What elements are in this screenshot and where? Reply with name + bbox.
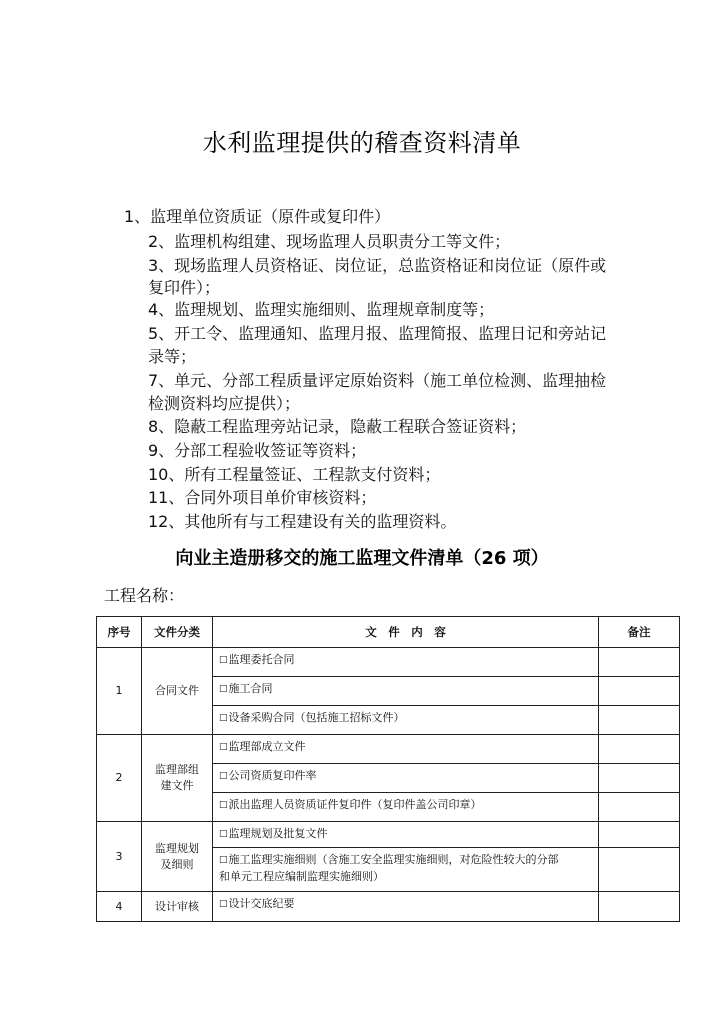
item-text: 监理部成立文件 [228,740,306,753]
row-content [213,706,599,735]
row-content [213,822,599,848]
table-header-row [97,617,680,648]
row-no: 2 [97,735,142,822]
row-content [213,892,599,922]
category-line: 建文件 [160,779,194,792]
handover-list-subtitle: 向业主造册移交的施工监理文件清单（26 项） [175,548,549,569]
checkbox-icon: □ [219,771,228,781]
header-no: 序号 [97,617,142,648]
row-remark [599,735,680,764]
row-remark [599,822,680,848]
row-content [213,764,599,793]
category-line: 监理部组 [155,763,199,776]
row-remark [599,793,680,822]
item-text: 和单元工程应编制监理实施细则） [219,870,384,883]
row-remark [599,648,680,677]
item-text: 设备采购合同（包括施工招标文件） [228,711,405,724]
checkbox-icon: □ [219,800,228,810]
audit-item-2: 2、监理机构组建、现场监理人员职责分工等文件； [148,232,511,251]
header-content: 文 件 内 容 [213,617,599,648]
checkbox-icon: □ [219,713,228,723]
table-row [97,648,680,677]
row-category [142,822,213,892]
audit-item-4: 4、监理规划、监理实施细则、监理规章制度等； [148,300,495,319]
checkbox-icon: □ [219,742,228,752]
item-text: 监理规划及批复文件 [228,827,328,840]
checkbox-icon: □ [219,829,228,839]
table-row [97,822,680,848]
table-row [97,735,680,764]
header-remark: 备注 [599,617,680,648]
item-text: 监理委托合同 [228,653,295,666]
audit-item-3: 3、现场监理人员资格证、岗位证，总监资格证和岗位证（原件或 [148,256,607,275]
checkbox-icon: □ [219,899,228,909]
checkbox-icon: □ [219,855,228,865]
audit-item-12: 12、其他所有与工程建设有关的监理资料。 [148,512,457,531]
audit-item-7-cont: 检测资料均应提供）； [148,394,301,413]
row-content [213,848,599,892]
project-name-label: 工程名称： [104,586,185,605]
row-content [213,735,599,764]
audit-item-5: 5、开工令、监理通知、监理月报、监理简报、监理日记和旁站记 [148,324,607,343]
row-no: 1 [97,648,142,735]
audit-item-9: 9、分部工程验收签证等资料； [148,441,367,460]
category-line: 及细则 [160,857,194,871]
audit-item-5-cont: 录等； [148,347,197,366]
row-category: 设计审核 [142,892,213,922]
audit-item-10: 10、所有工程量签证、工程款支付资料； [148,465,441,484]
audit-item-7: 7、单元、分部工程质量评定原始资料（施工单位检测、监理抽检 [148,371,607,390]
audit-item-1: 1、监理单位资质证（原件或复印件） [124,207,391,226]
item-text: 公司资质复印件率 [228,769,317,782]
item-text: 派出监理人员资质证件复印件（复印件盖公司印章） [228,798,482,811]
row-content [213,793,599,822]
category-line: 监理规划 [155,841,199,855]
header-category: 文件分类 [142,617,213,648]
table-row [97,892,680,922]
document-table [96,616,680,922]
audit-item-8: 8、隐蔽工程监理旁站记录，隐蔽工程联合签证资料； [148,417,527,436]
row-category: 合同文件 [142,648,213,735]
checkbox-icon: □ [219,684,228,694]
item-text: 施工合同 [228,682,273,695]
row-content [213,677,599,706]
row-remark [599,677,680,706]
row-remark [599,764,680,793]
item-text: 施工监理实施细则（含施工安全监理实施细则，对危险性较大的分部 [228,853,559,866]
item-text: 设计交底纪要 [228,897,295,910]
checkbox-icon: □ [219,655,228,665]
row-remark [599,706,680,735]
audit-item-11: 11、合同外项目单价审核资料； [148,488,377,507]
document-title: 水利监理提供的稽查资料清单 [202,129,522,157]
row-category [142,735,213,822]
row-no: 3 [97,822,142,892]
row-remark [599,892,680,922]
row-no: 4 [97,892,142,922]
row-remark [599,848,680,892]
audit-item-3-cont: 复印件）； [148,278,221,297]
row-content [213,648,599,677]
